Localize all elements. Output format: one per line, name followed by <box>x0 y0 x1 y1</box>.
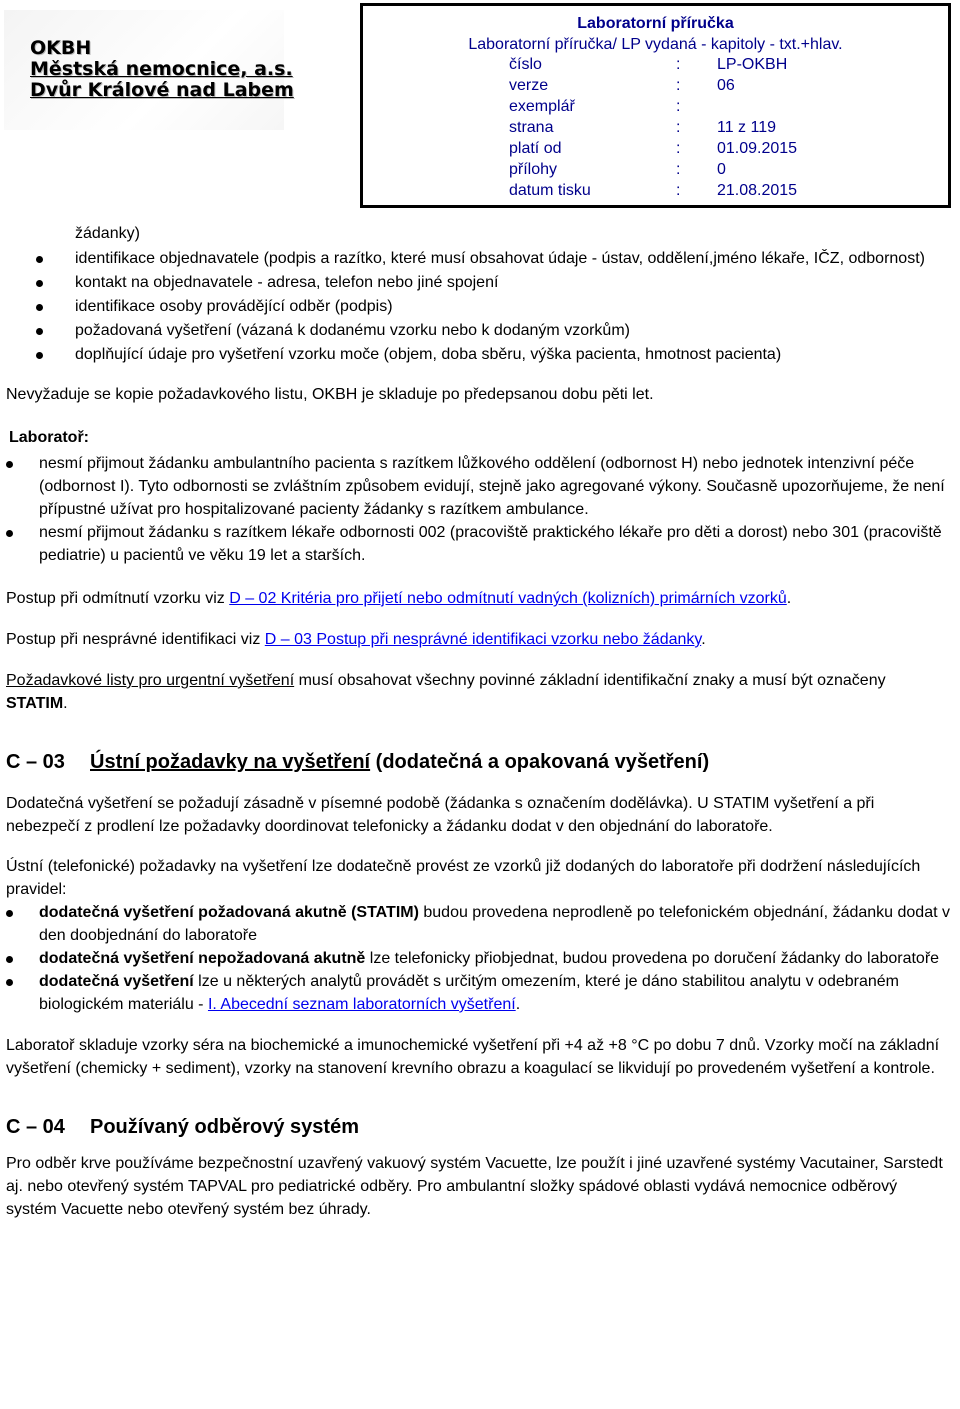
header-key: přílohy <box>509 161 558 178</box>
paragraph-text: Postup při nesprávné identifikaci viz <box>6 631 265 648</box>
header-subtitle: Laboratorní příručka/ LP vydaná - kapitoly - txt.+hlav. <box>468 36 843 53</box>
misidentification-procedure <box>6 628 950 651</box>
document-body <box>6 222 950 1221</box>
rejection-procedure <box>6 587 950 610</box>
list-item: doplňující údaje pro vyšetření vzorku moče (objem, doba sběru, výška pacienta, hmotnost pacienta) <box>6 343 950 367</box>
header-colon: : <box>676 77 681 94</box>
list-item: kontakt na objednavatele - adresa, telefon nebo jiné spojení <box>6 271 950 295</box>
logo-line-okbh: OKBH <box>30 37 92 59</box>
requisition-requirements-list <box>6 247 950 367</box>
header-value: LP-OKBH <box>717 56 788 73</box>
section-title: Ústní požadavky na vyšetření <box>90 751 371 773</box>
laborator-heading: Laboratoř: <box>9 429 89 446</box>
section-title-rest: (dodatečná a opakovaná vyšetření) <box>370 751 710 773</box>
list-item: požadovaná vyšetření (vázaná k dodanému vzorku nebo k dodaným vzorkům) <box>6 319 950 343</box>
paragraph-text: . <box>786 590 792 607</box>
list-item <box>6 901 950 947</box>
criteria-link[interactable]: D – 02 Kritéria pro přijetí nebo odmítnutí vadných (kolizních) primárních vzorků <box>229 590 787 607</box>
continued-text: žádanky) <box>75 225 140 242</box>
rule-text: . <box>515 996 521 1013</box>
header-key: platí od <box>509 140 562 157</box>
list-item: nesmí přijmout žádanku ambulantního pacienta s razítkem lůžkového oddělení (odbornost H) nebo jednotek intenzivní péče (odbornost I). Tyto odbornosti se zvláštním způsobem evidují, stejně jako agregované výkony. Současně upozorňujeme, že není přípustné užívat pro hospitalizované pacienty žádanky s razítkem ambulance. <box>6 452 950 521</box>
header-value: 01.09.2015 <box>717 140 798 157</box>
paragraph-text: . <box>63 695 68 712</box>
logo-line-hospital: Městská nemocnice, a.s. <box>30 58 293 80</box>
urgent-lists-term: Požadavkové listy pro urgentní vyšetření <box>6 672 295 689</box>
header-value: 11 z 119 <box>717 119 777 136</box>
section-heading-c03 <box>6 749 950 775</box>
header-colon: : <box>676 182 681 199</box>
logo-text <box>30 38 294 101</box>
list-item <box>6 970 950 1016</box>
header-title: Laboratorní příručka <box>577 15 734 32</box>
rule-text: lze u některých analytů provádět s určitým omezením, které je dáno stabilitou analytu v odebraném biologickém materiálu - <box>39 973 899 1013</box>
document-header <box>360 3 951 208</box>
header-value: 06 <box>717 77 735 94</box>
list-item: identifikace osoby provádějící odběr (podpis) <box>6 295 950 319</box>
section-heading-c04 <box>6 1114 950 1140</box>
paragraph-text: . <box>701 631 706 648</box>
oral-request-rules-list <box>6 901 950 1016</box>
header-key: číslo <box>509 56 542 73</box>
c03-storage-paragraph: Laboratoř skladuje vzorky séra na biochemické a imunochemické vyšetření při +4 až +8 °C po dobu 7 dnů. Vzorky močí na základní vyšetření (chemicky + sediment), vzorky na stanovení krevního obrazu a koagulací se likvidují po provedeném vyšetření a kontrole. <box>6 1037 940 1077</box>
logo-line-city: Dvůr Králové nad Labem <box>30 79 294 101</box>
header-colon: : <box>676 98 681 115</box>
header-colon: : <box>676 119 681 136</box>
header-value: 21.08.2015 <box>717 182 798 199</box>
paragraph-text: Postup při odmítnutí vzorku viz <box>6 590 230 607</box>
header-key: datum tisku <box>509 182 591 199</box>
rule-term: dodatečná vyšetření <box>39 973 194 990</box>
c04-paragraph: Pro odběr krve používáme bezpečnostní uzavřený vakuový systém Vacuette, lze použít i jiné uzavřené systémy Vacutainer, Sarstedt aj. nebo otevřený systém TAPVAL pro pediatrické odběry. Pro ambulantní složky spádové oblasti vydává nemocnice odběrový systém Vacuette nebo otevřený systém bez úhrady. <box>6 1155 943 1218</box>
section-number: C – 04 <box>6 1116 65 1138</box>
statim-term: STATIM <box>6 695 64 712</box>
test-index-link[interactable]: I. Abecední seznam laboratorních vyšetření <box>207 996 516 1013</box>
no-copy-note: Nevyžaduje se kopie požadavkového listu, OKBH je skladuje po předepsanou dobu pěti let. <box>6 386 654 403</box>
header-value: 0 <box>717 161 726 178</box>
header-key: strana <box>509 119 554 136</box>
laboratory-rules-list <box>6 452 950 567</box>
list-item <box>6 947 950 970</box>
c03-paragraph-2: Ústní (telefonické) požadavky na vyšetření lze dodatečně provést ze vzorků již dodaných do laboratoře při dodržení následujících pravidel: <box>6 858 921 898</box>
misidentification-link[interactable]: D – 03 Postup při nesprávné identifikaci vzorku nebo žádanky <box>264 631 702 648</box>
header-colon: : <box>676 161 681 178</box>
hospital-logo <box>4 10 294 130</box>
rule-term: dodatečná vyšetření požadovaná akutně (STATIM) <box>39 904 419 921</box>
section-title: Používaný odběrový systém <box>90 1116 359 1138</box>
rule-text: lze telefonicky přiobjednat, budou provedena po doručení žádanky do laboratoře <box>365 950 940 967</box>
list-item: nesmí přijmout žádanku s razítkem lékaře odbornosti 002 (pracoviště praktického lékaře pro děti a dorost) nebo 301 (pracoviště pediatrie) u pacientů ve věku 19 let a starších. <box>6 521 950 567</box>
rule-term: dodatečná vyšetření nepožadovaná akutně <box>39 950 366 967</box>
list-item: identifikace objednavatele (podpis a razítko, které musí obsahovat údaje - ústav, oddělení,jméno lékaře, IČZ, odbornost) <box>6 247 950 271</box>
header-key: exemplář <box>509 98 575 115</box>
header-key: verze <box>509 77 549 94</box>
c03-paragraph-1: Dodatečná vyšetření se požadují zásadně v písemné podobě (žádanka s označením dodělávka). U STATIM vyšetření a při nebezpečí z prodlení lze požadavky doordinovat telefonicky a žádanku dodat v den objednání do laboratoře. <box>6 795 875 835</box>
header-colon: : <box>676 140 681 157</box>
paragraph-text: musí obsahovat všechny povinné základní identifikační znaky a musí být označeny <box>294 672 886 689</box>
header-colon: : <box>676 56 681 73</box>
section-number: C – 03 <box>6 751 65 773</box>
rule-text: budou provedena neprodleně po telefonickém objednání, žádanku dodat v den doobjednání do laboratoře <box>39 904 950 944</box>
urgent-requests-paragraph <box>6 669 950 715</box>
